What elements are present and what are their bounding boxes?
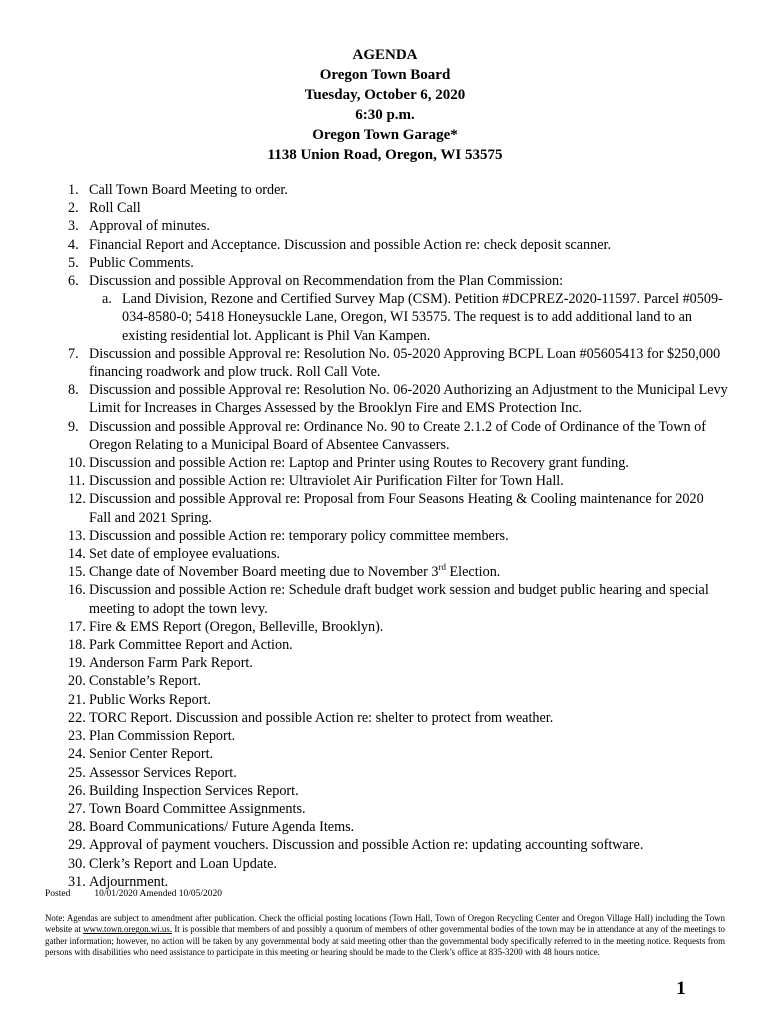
agenda-item [68, 454, 728, 472]
item-number: 11. [68, 473, 86, 490]
item-number: 25. [68, 764, 86, 781]
agenda-item [68, 672, 728, 690]
item-text: Discussion and possible Approval re: Resolution No. 05-2020 Approving BCPL Loan #05605413 for $250,000 financing roadwork and plow truck. Roll Call Vote. [89, 345, 721, 381]
item-text: Approval of payment vouchers. Discussion and possible Action re: updating accounting software. [89, 837, 644, 854]
item-text: Senior Center Report. [89, 746, 214, 763]
item-number: 5. [68, 254, 79, 271]
item-text: Discussion and possible Action re: Ultraviolet Air Purification Filter for Town Hall. [89, 473, 564, 490]
item-text-after: Election. [445, 564, 501, 581]
item-number: 28. [68, 819, 86, 836]
agenda-item [68, 581, 728, 617]
meeting-time: 6:30 p.m. [355, 107, 415, 123]
agenda-item [68, 418, 728, 454]
sub-item-text: Land Division, Rezone and Certified Survey Map (CSM). Petition #DCPREZ-2020-11597. Parcel #0509-034-8580-0; 5418 Honeysuckle Lane, Oregon, WI 53575. The request is to add additional land to an existing residential lot. Applicant is Phil Van Kampen. [122, 291, 723, 344]
item-number: 12. [68, 491, 86, 508]
agenda-item [68, 345, 728, 381]
item-text: Town Board Committee Assignments. [89, 800, 306, 817]
item-number: 23. [68, 728, 86, 745]
item-number: 8. [68, 382, 79, 399]
agenda-item [68, 217, 728, 235]
agenda-item [68, 199, 728, 217]
item-text: Discussion and possible Approval re: Resolution No. 06-2020 Authorizing an Adjustment to the Municipal Levy Limit for Increases in Charges Assessed by the Brooklyn Fire and EMS Protection Inc. [89, 382, 728, 417]
posted-date: 10/01/2020 Amended 10/05/2020 [94, 889, 223, 899]
ordinal-suffix: rd [438, 561, 446, 572]
agenda-sub-item [89, 290, 728, 345]
posted-line [45, 888, 222, 900]
item-number: 9. [68, 418, 79, 435]
item-text: Public Works Report. [89, 691, 211, 708]
item-text: Plan Commission Report. [89, 728, 236, 745]
agenda-item [68, 272, 728, 345]
agenda-item [68, 800, 728, 818]
item-number: 4. [68, 236, 79, 253]
item-text: Clerk’s Report and Loan Update. [89, 855, 277, 872]
item-text: Roll Call [89, 200, 141, 217]
meeting-date: Tuesday, October 6, 2020 [304, 87, 466, 103]
board-name: Oregon Town Board [319, 67, 451, 83]
item-number: 26. [68, 782, 86, 799]
item-text: Discussion and possible Approval re: Proposal from Four Seasons Heating & Cooling maintenance for 2020 Fall and 2021 Spring. [89, 491, 704, 526]
item-text-before: Change date of November Board meeting due to November 3 [89, 564, 439, 581]
agenda-item [68, 691, 728, 709]
page-number: 1 [676, 978, 686, 999]
agenda-header [0, 45, 770, 165]
item-number: 15. [68, 564, 86, 581]
note-text: Note: Agendas are subject to amendment after publication. Check the official posting locations (Town Hall, Town of Oregon Recycling Center and Oregon Village Hall) including the Town website at [45, 913, 725, 935]
agenda-item [68, 836, 728, 854]
item-number: 22. [68, 709, 86, 726]
agenda-title: AGENDA [352, 47, 418, 63]
item-text: Set date of employee evaluations. [89, 546, 281, 563]
meeting-location: Oregon Town Garage* [312, 127, 458, 143]
agenda-item [68, 782, 728, 800]
item-number: 30. [68, 855, 86, 872]
agenda-item [68, 254, 728, 272]
agenda-item [68, 764, 728, 782]
agenda-item [68, 527, 728, 545]
item-text: Approval of minutes. [89, 218, 210, 235]
item-text: Discussion and possible Approval on Recommendation from the Plan Commission: [89, 273, 564, 290]
item-text: Assessor Services Report. [89, 764, 237, 781]
agenda-item [68, 472, 728, 490]
item-text: Public Comments. [89, 254, 194, 271]
agenda-item [68, 618, 728, 636]
item-number: 6. [68, 273, 79, 290]
item-number: 24. [68, 746, 86, 763]
item-text: Call Town Board Meeting to order. [89, 182, 288, 198]
agenda-item [68, 654, 728, 672]
item-text: Discussion and possible Action re: Schedule draft budget work session and budget public hearing and special meeting to adopt the town levy. [89, 582, 709, 617]
agenda-item [68, 181, 728, 199]
agenda-item [68, 855, 728, 873]
item-number: 3. [68, 218, 79, 235]
item-text: Board Communications/ Future Agenda Items. [89, 819, 355, 836]
item-number: 2. [68, 200, 79, 217]
item-number: 10. [68, 455, 86, 472]
item-text: Constable’s Report. [89, 673, 201, 690]
item-number: 29. [68, 837, 86, 854]
agenda-item [68, 236, 728, 254]
item-text: Discussion and possible Action re: Laptop and Printer using Routes to Recovery grant funding. [89, 455, 629, 472]
agenda-item [68, 818, 728, 836]
item-number: 19. [68, 655, 86, 672]
meeting-address: 1138 Union Road, Oregon, WI 53575 [267, 147, 503, 163]
agenda-item [68, 709, 728, 727]
agenda-item [68, 563, 728, 581]
agenda-item [68, 545, 728, 563]
posted-label: Posted [45, 889, 71, 899]
item-number: 27. [68, 800, 86, 817]
agenda-item [68, 636, 728, 654]
item-text: TORC Report. Discussion and possible Action re: shelter to protect from weather. [89, 709, 554, 726]
agenda-item [68, 381, 728, 417]
item-number: 18. [68, 637, 86, 654]
note-text-continued: It is possible that members of and possibly a quorum of members of other governmental bodies of the town may be in attendance at any of the meetings to gather information; however, no action will be taken by any governmental body at said meeting other than the governmental body specifically referred to in the meeting notice. Requests from persons with disabilities who need assistance to participate in this meeting or hearing should be made to the Clerk’s office at 835-3200 with 48 hours notice. [45, 924, 725, 958]
sub-item-letter: a. [102, 291, 112, 308]
footer-note [45, 913, 725, 959]
item-number: 31. [68, 873, 86, 890]
item-text: Anderson Farm Park Report. [89, 655, 253, 672]
town-website-link[interactable]: www.town.oregon.wi.us. [83, 924, 173, 935]
item-number: 17. [68, 618, 86, 635]
agenda-item [68, 727, 728, 745]
item-number: 14. [68, 546, 86, 563]
item-text: Financial Report and Acceptance. Discussion and possible Action re: check deposit scanner. [89, 236, 612, 253]
item-text: Adjournment. [89, 873, 169, 890]
item-number: 20. [68, 673, 86, 690]
item-text: Discussion and possible Approval re: Ordinance No. 90 to Create 2.1.2 of Code of Ordinance of the Town of Oregon Relating to a Municipal Board of Absentee Canvassers. [89, 418, 706, 453]
item-number: 21. [68, 691, 86, 708]
agenda-item [68, 490, 728, 526]
item-text: Park Committee Report and Action. [89, 637, 293, 654]
agenda-items-list [68, 181, 728, 891]
item-text: Discussion and possible Action re: temporary policy committee members. [89, 527, 509, 544]
agenda-item [68, 745, 728, 763]
item-number: 13. [68, 527, 86, 544]
item-number: 1. [68, 182, 79, 198]
item-text: Building Inspection Services Report. [89, 782, 299, 799]
agenda-sub-list [89, 290, 728, 345]
item-number: 7. [68, 345, 79, 362]
item-number: 16. [68, 582, 86, 599]
item-text: Fire & EMS Report (Oregon, Belleville, Brooklyn). [89, 618, 384, 635]
